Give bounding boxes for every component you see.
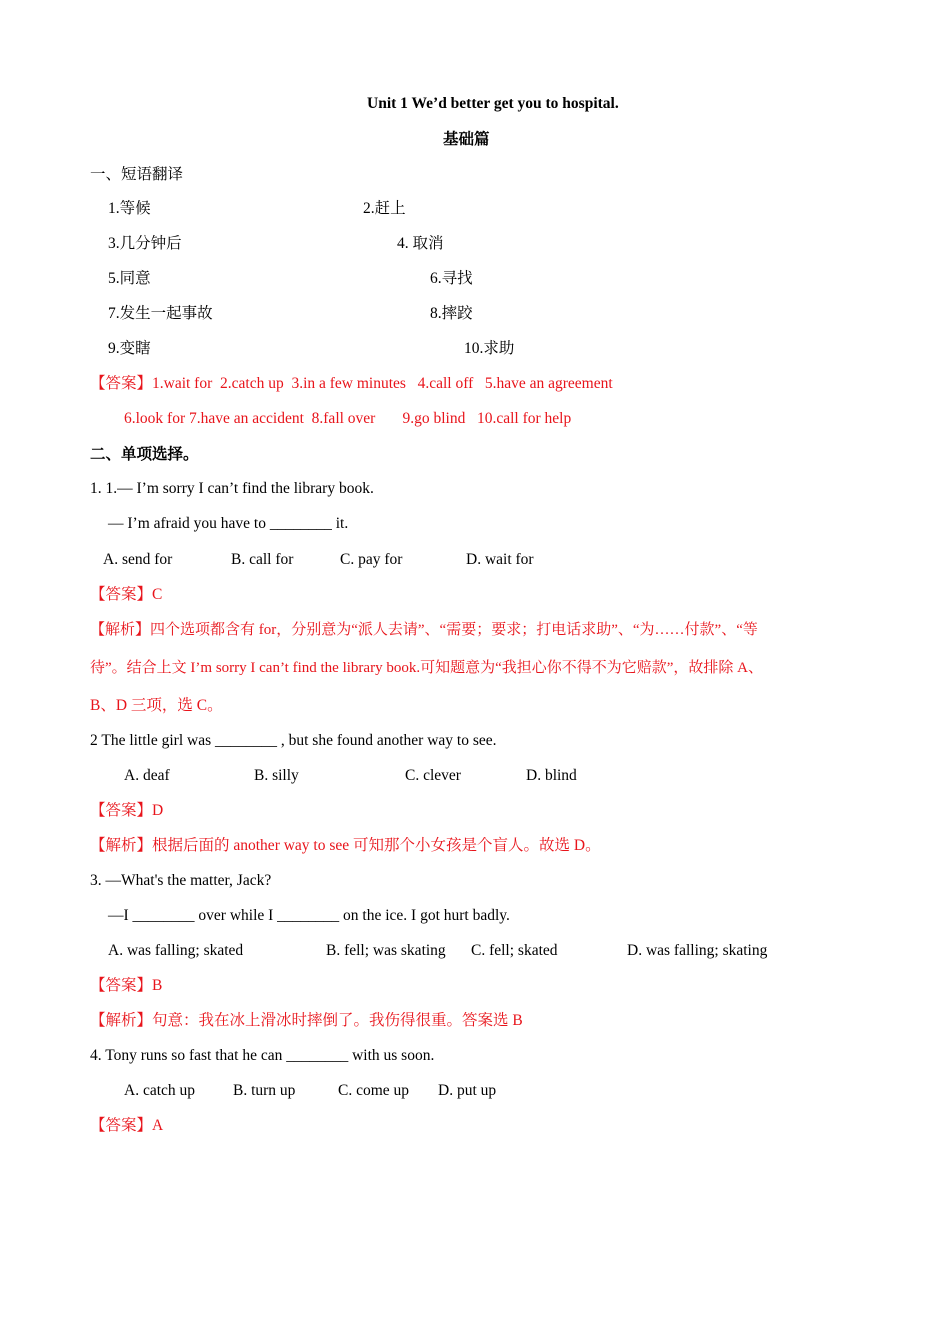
analysis-text: 待”。结合上文 I’m sorry I can’t find the library book.可知题意为“我担心你不得不为它赔款”，故排除 A、 [90,660,763,676]
option: A. was falling; skated [108,942,244,959]
question-text: 2 The little girl was ________ , but she found another way to see. [90,732,497,749]
phrase-item: 4. 取消 [397,235,444,252]
question-text: 3. —What's the matter, Jack? [90,872,272,889]
phrase-item: 2.赶上 [363,200,406,217]
question-text: 1. 1.— I’m sorry I can’t find the library book. [90,480,374,497]
option: B. silly [254,767,299,784]
answer-label: 【答案】C [90,586,163,603]
option: A. catch up [124,1082,196,1099]
question-text: —I ________ over while I ________ on the ice. I got hurt badly. [108,907,510,924]
option: D. put up [438,1082,497,1099]
page-subtitle: 基础篇 [443,130,490,148]
phrase-item: 8.摔跤 [430,305,473,322]
page-title: Unit 1 We’d better get you to hospital. [367,95,619,112]
phrase-item: 9.变瞎 [108,340,151,357]
option: C. clever [405,767,461,784]
option: A. send for [103,551,173,568]
phrase-item: 5.同意 [108,270,151,287]
option: C. pay for [340,551,403,568]
answer-label: 【答案】D [90,802,164,819]
question-text: 4. Tony runs so fast that he can ________ with us soon. [90,1047,435,1064]
option: C. fell; skated [471,942,558,959]
option: D. wait for [466,551,534,568]
option: B. fell; was skating [326,942,446,959]
option: A. deaf [124,767,170,784]
phrase-item: 7.发生一起事故 [108,305,213,322]
phrase-item: 10.求助 [464,340,515,357]
section1-heading: 一、短语翻译 [90,165,184,183]
analysis-text: 【解析】句意：我在冰上滑冰时摔倒了。我伤得很重。答案选 B [90,1012,523,1029]
option: B. call for [231,551,294,568]
option: D. was falling; skating [627,942,768,959]
phrase-item: 6.寻找 [430,270,473,287]
question-text: — I’m afraid you have to ________ it. [108,515,349,532]
analysis-text: B、D 三项，选 C。 [90,697,223,714]
section2-heading: 二、单项选择。 [90,445,199,463]
phrase-item: 1.等候 [108,200,151,217]
answer-label: 【答案】A [90,1117,164,1134]
analysis-text: 【解析】根据后面的 another way to see 可知那个小女孩是个盲人。故选 D。 [90,837,601,854]
answer-line: 【答案】1.wait for 2.catch up 3.in a few minutes 4.call off 5.have an agreement [90,375,613,392]
answer-line: 6.look for 7.have an accident 8.fall over 9.go blind 10.call for help [124,410,572,427]
answer-label: 【答案】B [90,977,163,994]
analysis-text: 【解析】四个选项都含有 for，分别意为“派人去请”、“需要；要求；打电话求助”、“为……付款”、“等 [90,622,758,638]
option: B. turn up [233,1082,296,1099]
option: C. come up [338,1082,410,1099]
option: D. blind [526,767,577,784]
phrase-item: 3.几分钟后 [108,235,182,252]
